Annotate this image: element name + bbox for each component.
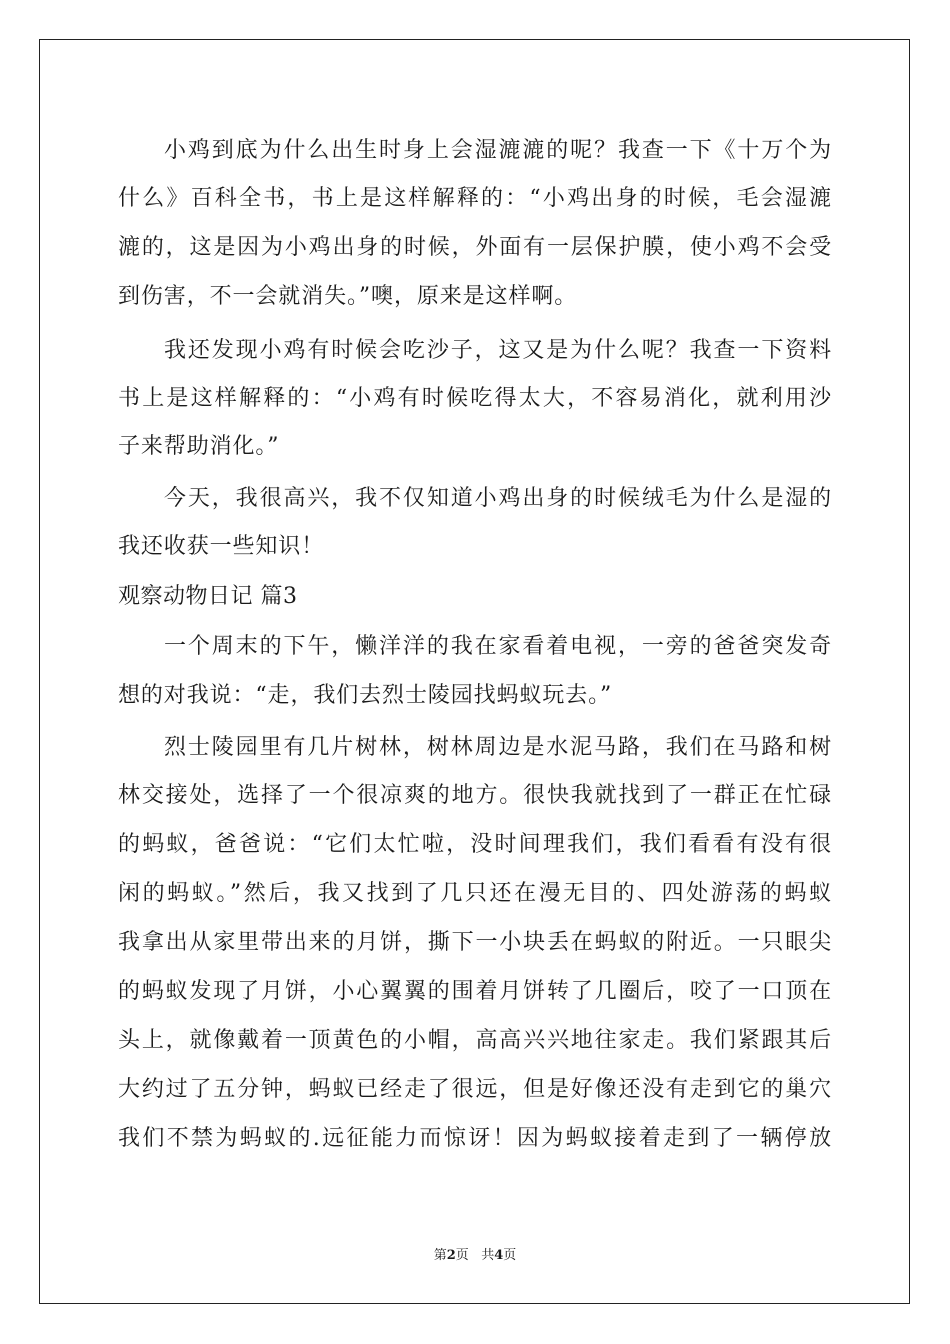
footer-suffix: 页 — [503, 1248, 517, 1263]
paragraph-line: 的蚂蚁发现了月饼，小心翼翼的围着月饼转了几圈后，咬了一口顶在 — [118, 979, 832, 1004]
paragraph-line: 到伤害，不一会就消失。”噢，原来是这样啊。 — [118, 284, 578, 309]
paragraph-line: 的蚂蚁，爸爸说：“它们太忙啦，没时间理我们，我们看看有没有很 — [118, 832, 832, 857]
footer-page-number: 2 — [446, 1248, 456, 1263]
paragraph-line: 头上，就像戴着一顶黄色的小帽，高高兴兴地往家走。我们紧跟其后 — [118, 1028, 832, 1053]
page-footer — [0, 1248, 950, 1264]
paragraph-line: 闲的蚂蚁。”然后，我又找到了几只还在漫无目的、四处游荡的蚂蚁 — [118, 881, 832, 906]
paragraph-line: 林交接处，选择了一个很凉爽的地方。很快我就找到了一群正在忙碌 — [118, 783, 832, 808]
paragraph-line: 烈士陵园里有几片树林，树林周边是水泥马路，我们在马路和树 — [164, 735, 832, 760]
page-border — [39, 39, 910, 1304]
section-heading: 观察动物日记 篇3 — [118, 584, 298, 609]
paragraph-line: 我拿出从家里带出来的月饼，撕下一小块丢在蚂蚁的附近。一只眼尖 — [118, 930, 832, 955]
paragraph-line: 我还发现小鸡有时候会吃沙子，这又是为什么呢？我查一下资料 — [164, 338, 832, 363]
paragraph-line: 一个周末的下午，懒洋洋的我在家看着电视，一旁的爸爸突发奇 — [164, 634, 832, 659]
paragraph-line: 什么》百科全书，书上是这样解释的：“小鸡出身的时候，毛会湿漉 — [118, 186, 832, 211]
footer-mid: 页 共 — [455, 1248, 495, 1263]
paragraph-line: 漉的，这是因为小鸡出身的时候，外面有一层保护膜，使小鸡不会受 — [118, 235, 832, 260]
paragraph-line: 我们不禁为蚂蚁的.远征能力而惊讶！因为蚂蚁接着走到了一辆停放 — [118, 1126, 832, 1151]
paragraph-line: 大约过了五分钟，蚂蚁已经走了很远，但是好像还没有走到它的巢穴 — [118, 1077, 832, 1102]
paragraph-line: 今天，我很高兴，我不仅知道小鸡出身的时候绒毛为什么是湿的 — [164, 486, 832, 511]
paragraph-line: 想的对我说：“走，我们去烈士陵园找蚂蚁玩去。” — [118, 683, 613, 708]
footer-total-pages: 4 — [494, 1248, 504, 1263]
footer-prefix: 第 — [433, 1248, 447, 1263]
paragraph-line: 子来帮助消化。” — [118, 434, 280, 459]
paragraph-line: 书上是这样解释的：“小鸡有时候吃得太大，不容易消化，就利用沙 — [118, 386, 832, 411]
paragraph-line: 我还收获一些知识！ — [118, 534, 325, 559]
paragraph-line: 小鸡到底为什么出生时身上会湿漉漉的呢？我查一下《十万个为 — [164, 138, 832, 163]
